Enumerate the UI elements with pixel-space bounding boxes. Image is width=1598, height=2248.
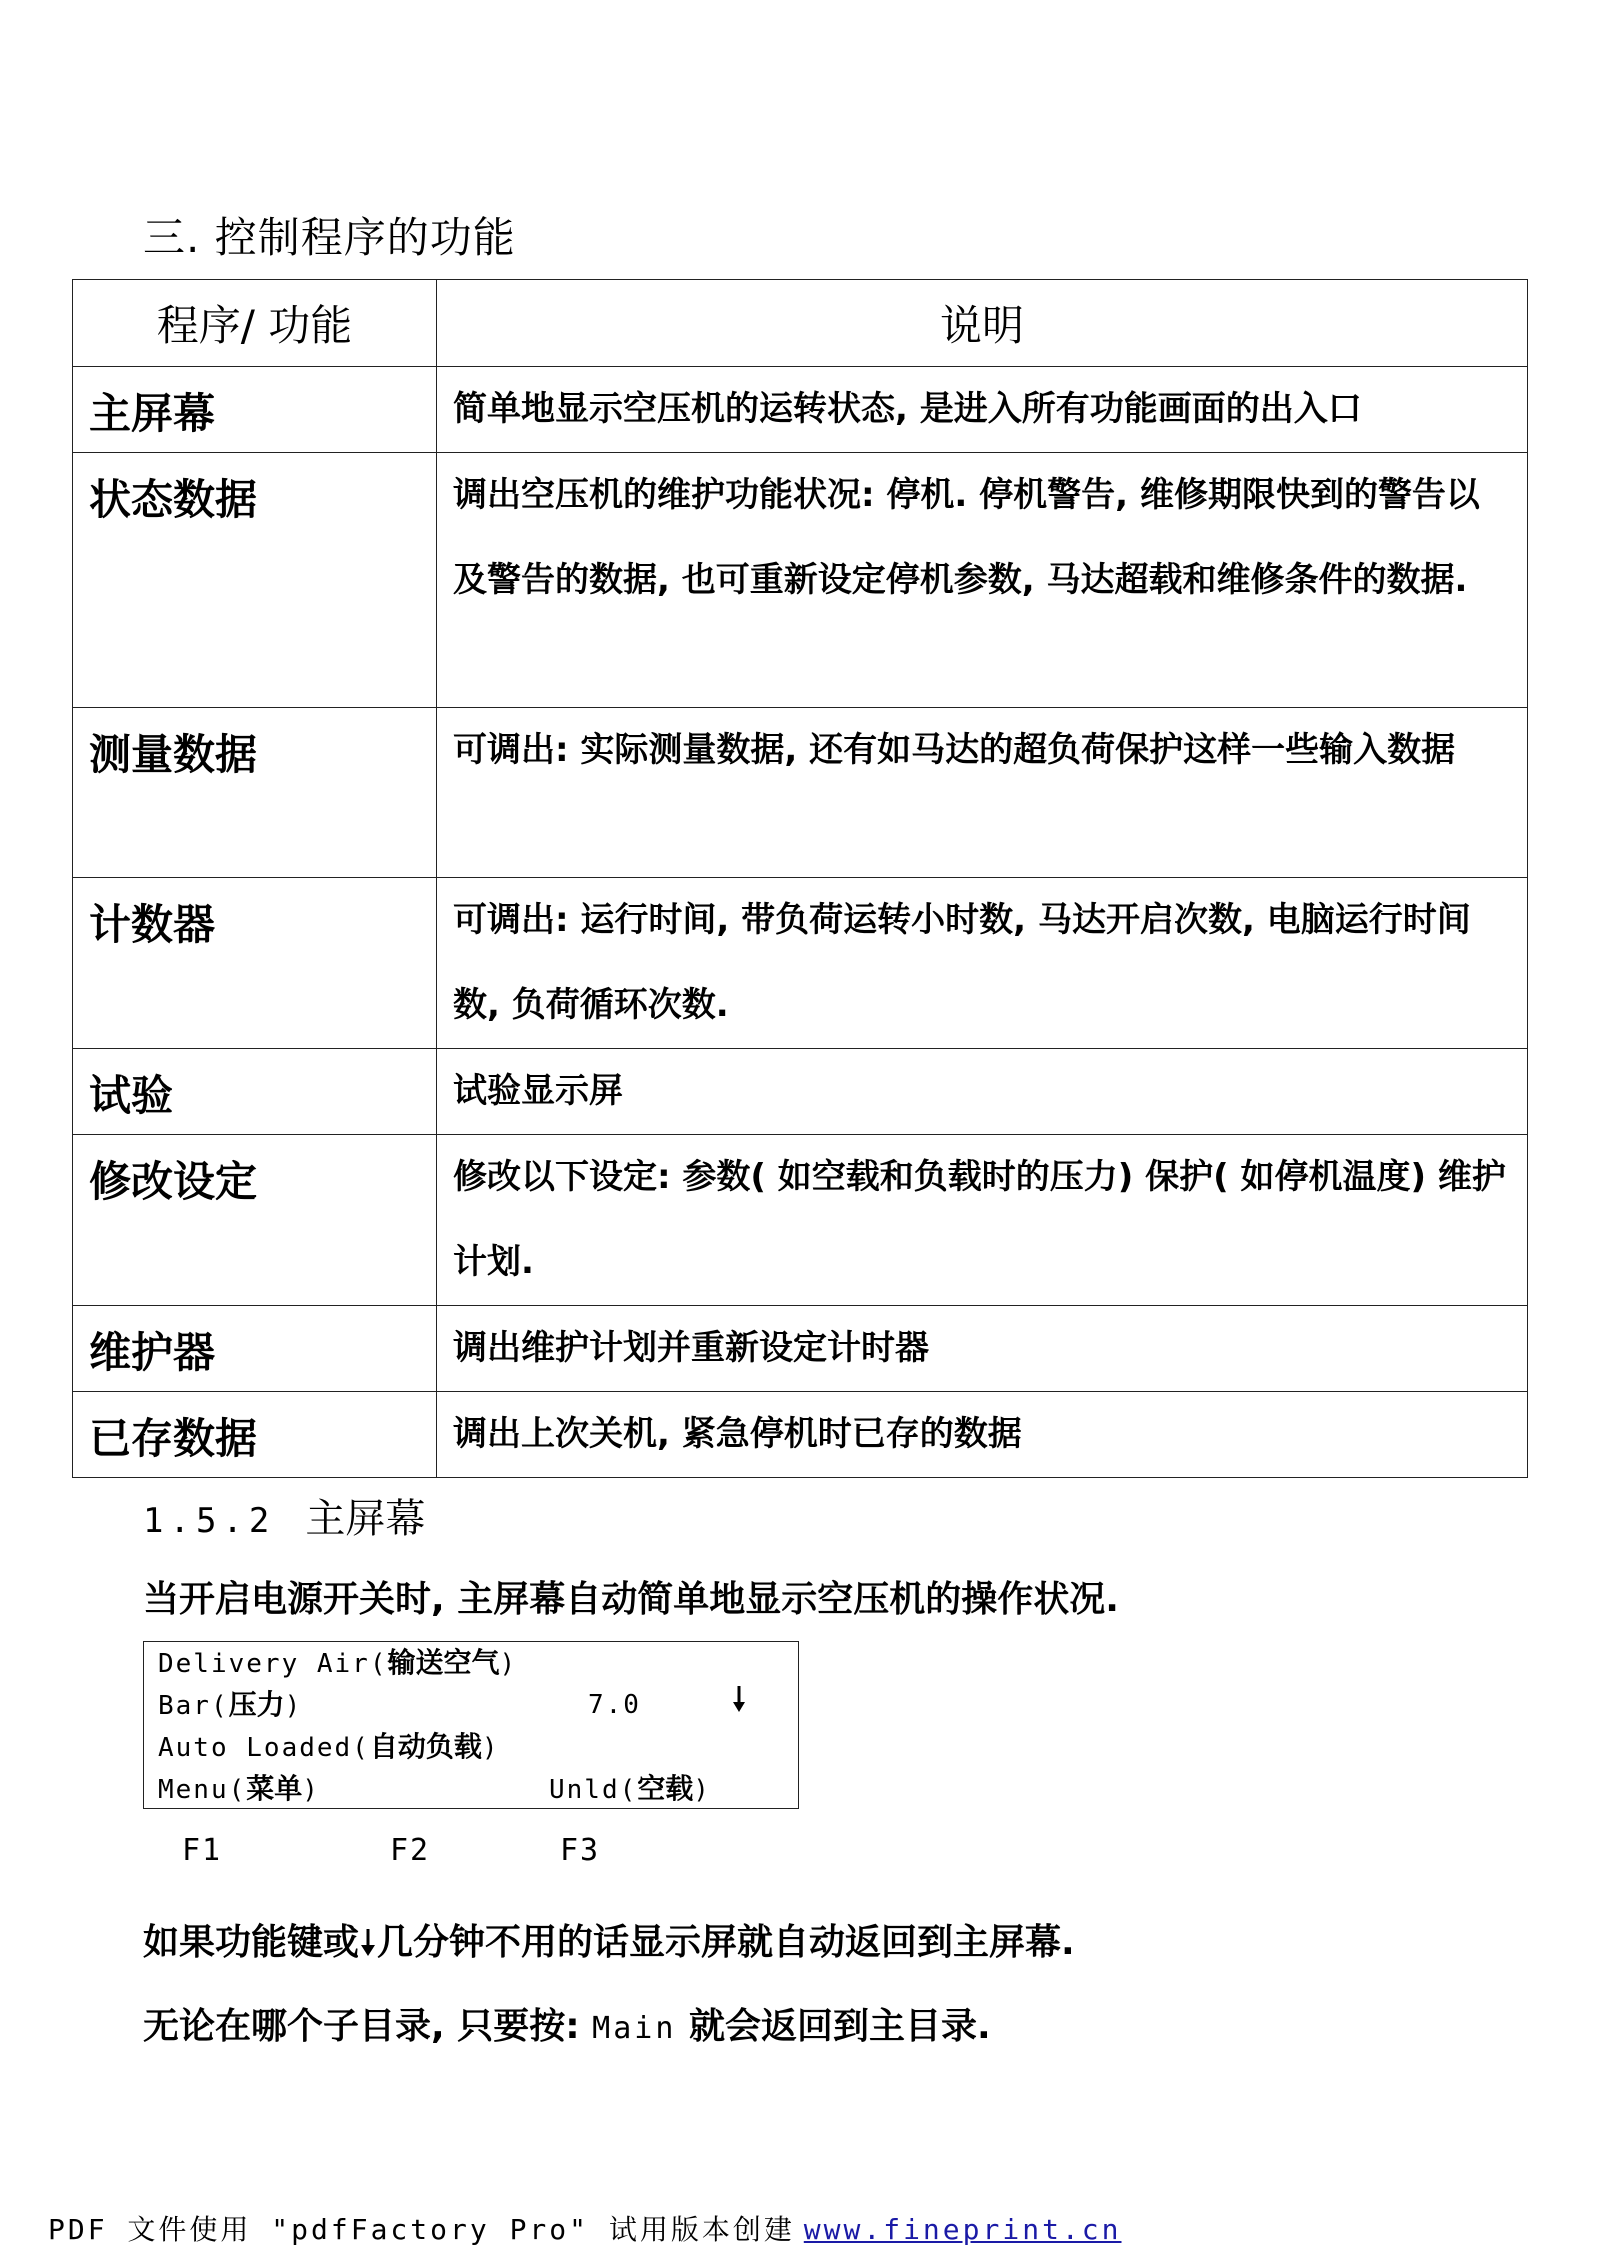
description-cell: 修改以下设定: 参数( 如空载和负载时的压力) 保护( 如停机温度) 维护计划. bbox=[437, 1135, 1528, 1306]
program-cell: 计数器 bbox=[73, 878, 437, 1049]
program-cell: 维护器 bbox=[73, 1306, 437, 1392]
description-cell: 调出空压机的维护功能状况: 停机. 停机警告, 维修期限快到的警告以及警告的数据, 也可重新设定停机参数, 马达超载和维修条件的数据. bbox=[437, 453, 1528, 708]
function-key-f3[interactable]: F3 bbox=[560, 1833, 601, 1868]
table-row bbox=[73, 1306, 1528, 1392]
program-cell: 已存数据 bbox=[73, 1392, 437, 1478]
page-heading: 三. 控制程序的功能 bbox=[143, 213, 516, 262]
column-header-description: 说明 bbox=[437, 280, 1528, 367]
function-key-f1[interactable]: F1 bbox=[182, 1833, 223, 1868]
program-cell: 状态数据 bbox=[73, 453, 437, 708]
pressure-value: 7.0 bbox=[588, 1690, 641, 1720]
table-row bbox=[73, 453, 1528, 708]
section-title: 主屏幕 bbox=[305, 1496, 426, 1542]
note-paragraph-1: 如果功能键或 几分钟不用的话显示屏就自动返回到主屏幕. bbox=[143, 1922, 1075, 1963]
table-row bbox=[73, 708, 1528, 878]
description-cell: 简单地显示空压机的运转状态, 是进入所有功能画面的出入口 bbox=[437, 367, 1528, 453]
arrow-down-icon bbox=[731, 1684, 747, 1730]
pdf-footer: PDF 文件使用 "pdfFactory Pro" 试用版本创建 www.fineprint.cn bbox=[48, 2213, 1122, 2246]
function-key-f2[interactable]: F2 bbox=[390, 1833, 431, 1868]
display-line-2: Bar(压力) 7.0 bbox=[158, 1684, 778, 1726]
description-cell: 调出上次关机, 紧急停机时已存的数据 bbox=[437, 1392, 1528, 1478]
description-cell: 可调出: 运行时间, 带负荷运转小时数, 马达开启次数, 电脑运行时间数, 负荷循环次数. bbox=[437, 878, 1528, 1049]
table-row bbox=[73, 878, 1528, 1049]
section-number: 1.5.2 bbox=[143, 1501, 276, 1541]
program-cell: 修改设定 bbox=[73, 1135, 437, 1306]
table-header-row bbox=[73, 280, 1528, 367]
column-header-program: 程序/ 功能 bbox=[73, 280, 437, 367]
display-line-3: Auto Loaded(自动负载) bbox=[158, 1730, 500, 1763]
program-cell: 测量数据 bbox=[73, 708, 437, 878]
function-table bbox=[72, 279, 1528, 1478]
intro-paragraph: 当开启电源开关时, 主屏幕自动简单地显示空压机的操作状况. bbox=[143, 1579, 1119, 1620]
note-paragraph-2: 无论在哪个子目录, 只要按: Main 就会返回到主目录. bbox=[143, 2006, 991, 2047]
table-row bbox=[73, 1049, 1528, 1135]
program-cell: 试验 bbox=[73, 1049, 437, 1135]
controller-display bbox=[143, 1641, 799, 1809]
table-row bbox=[73, 1392, 1528, 1478]
fineprint-link[interactable]: www.fineprint.cn bbox=[803, 2213, 1122, 2246]
table-row bbox=[73, 1135, 1528, 1306]
description-cell: 试验显示屏 bbox=[437, 1049, 1528, 1135]
arrow-down-icon bbox=[359, 1922, 377, 1963]
description-cell: 可调出: 实际测量数据, 还有如马达的超负荷保护这样一些输入数据 bbox=[437, 708, 1528, 878]
table-row bbox=[73, 367, 1528, 453]
display-line-1: Delivery Air(输送空气) bbox=[158, 1646, 518, 1679]
main-key-label: Main bbox=[592, 2011, 677, 2046]
section-heading bbox=[143, 1487, 425, 1544]
program-cell: 主屏幕 bbox=[73, 367, 437, 453]
display-line-4: Menu(菜单) Unld(空载) bbox=[158, 1772, 711, 1805]
description-cell: 调出维护计划并重新设定计时器 bbox=[437, 1306, 1528, 1392]
